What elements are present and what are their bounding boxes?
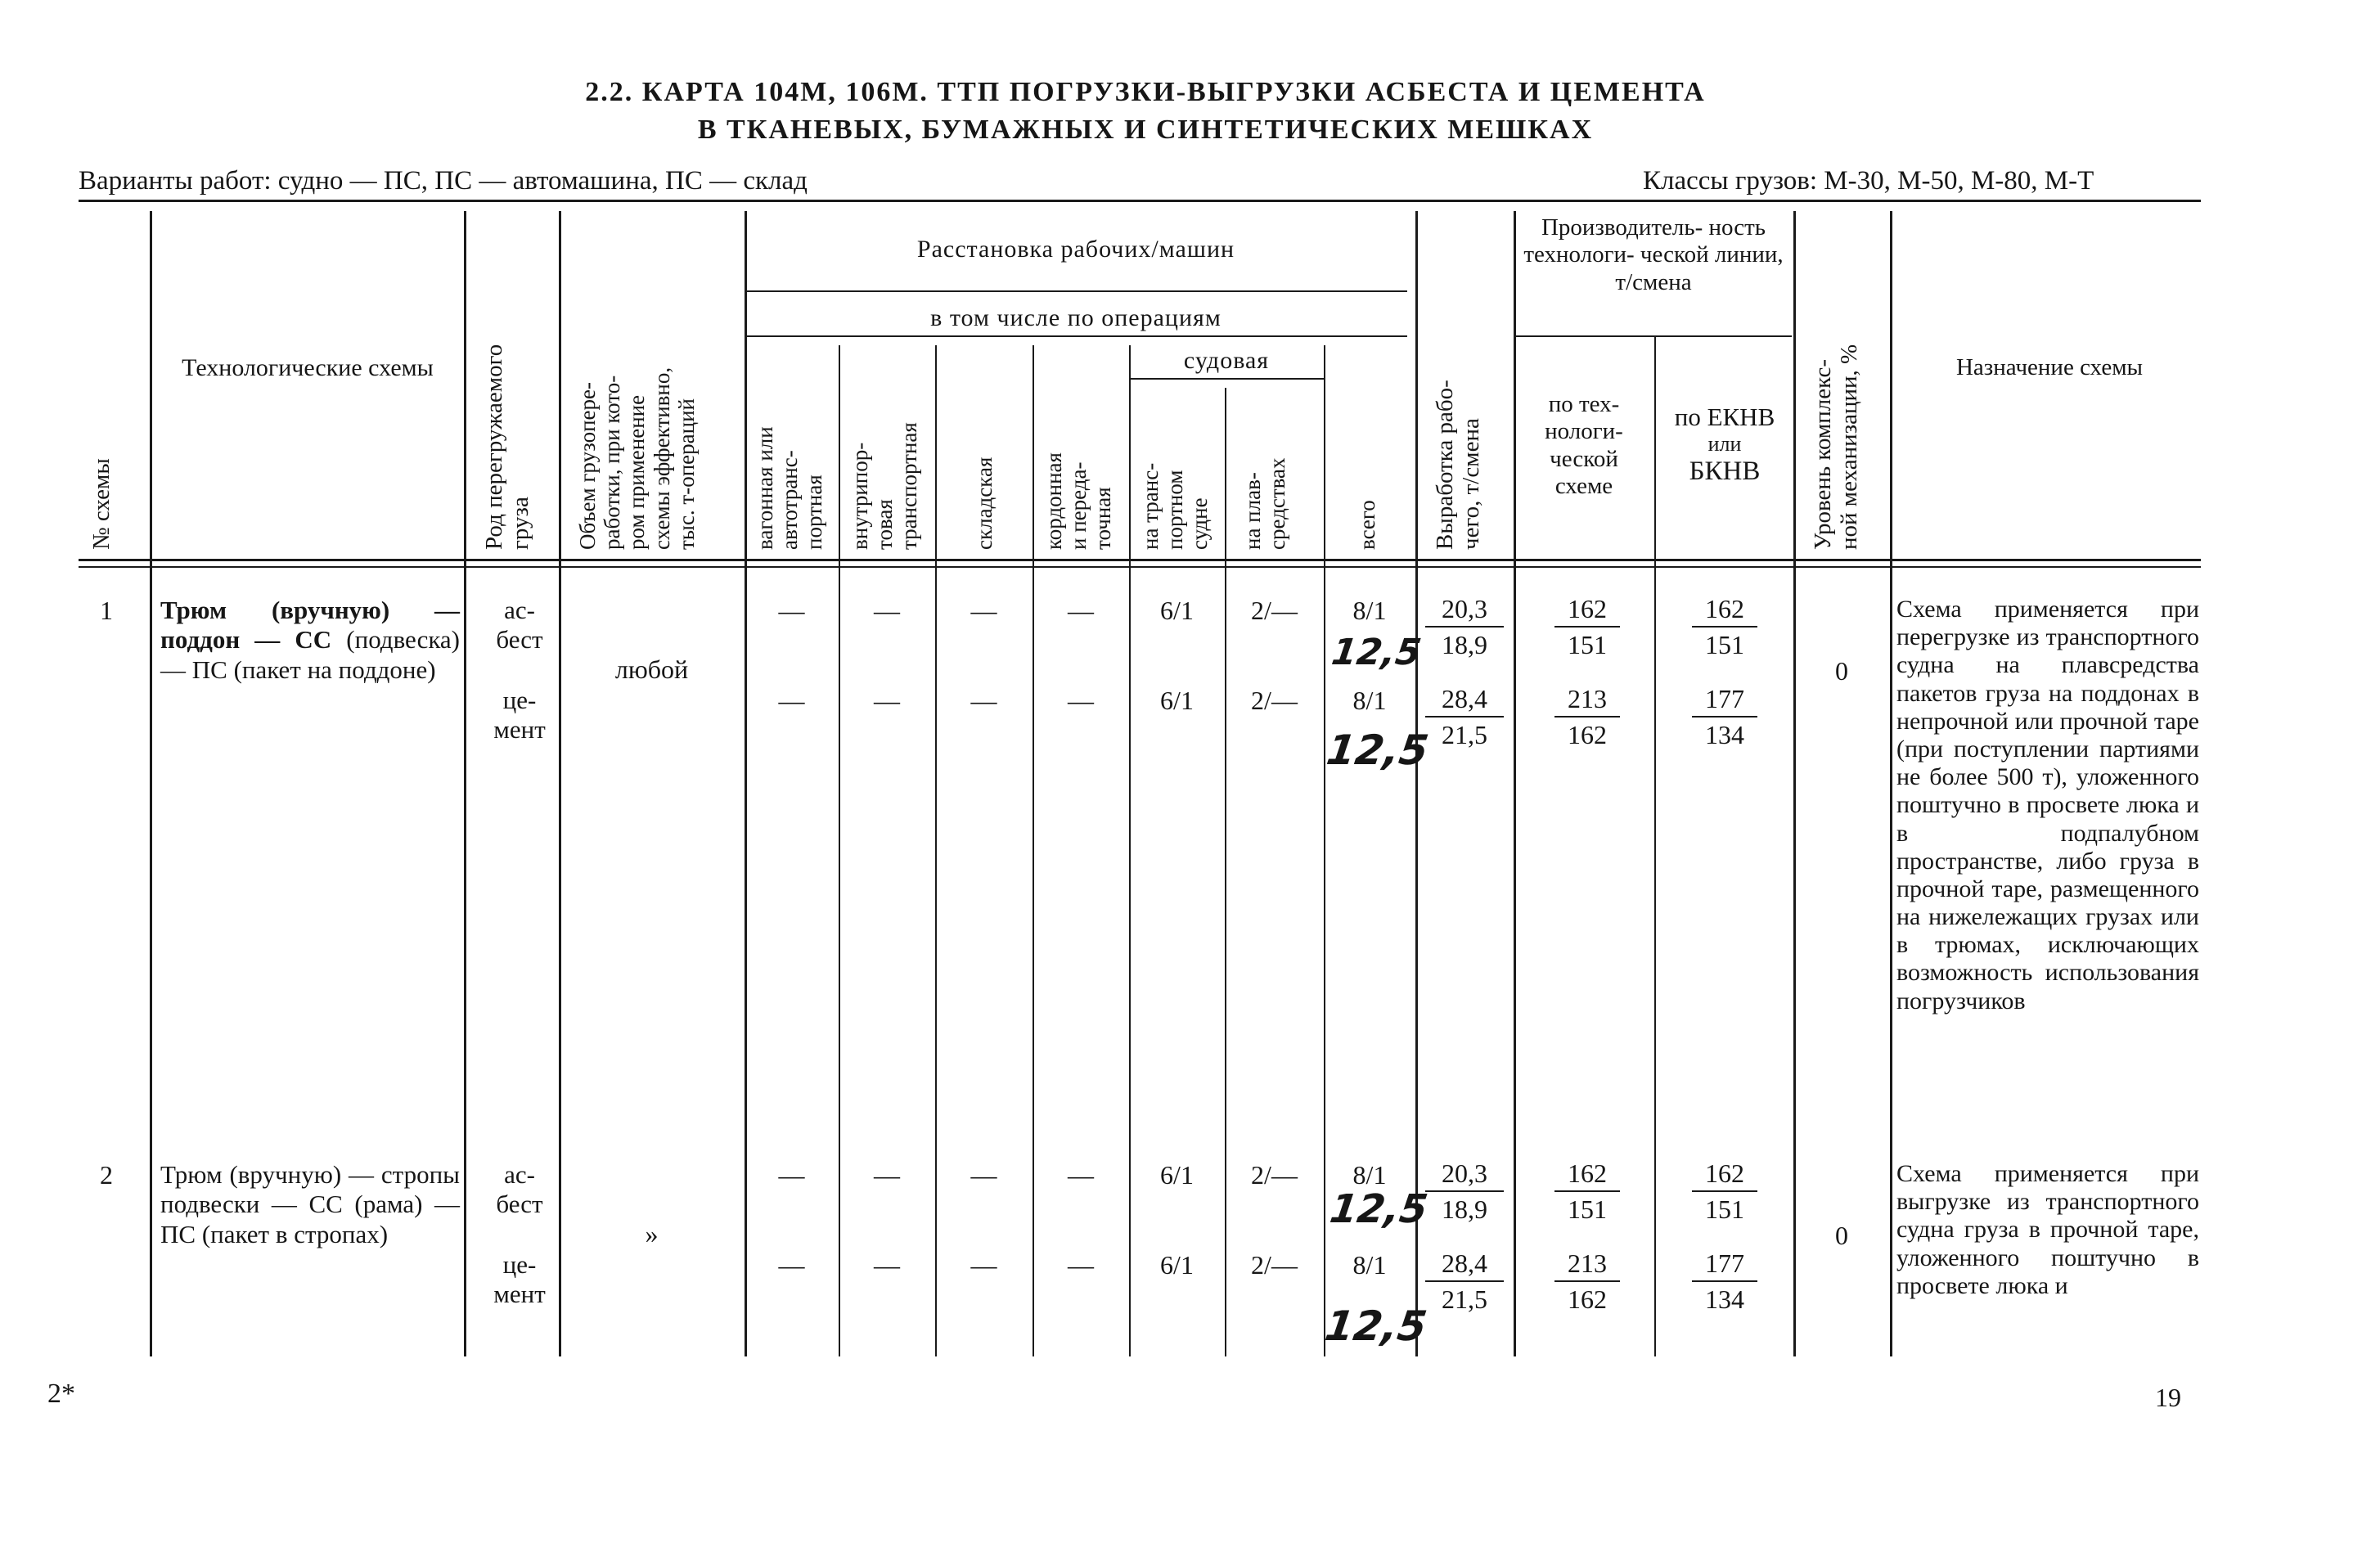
cell-output: 28,4 21,5	[1425, 1250, 1504, 1312]
cell-output: 20,3 18,9	[1425, 1160, 1504, 1222]
cell-intraport: —	[874, 686, 900, 715]
row-purpose: Схема применяется при перегрузке из транспортного судна на плавсредства пакетов груза на поддонах в непрочной или прочной таре (при поступлении партиями не более 500 т), уложенного поштучно в просвете люка и в подпалубном пространстве, либо груза в прочной таре, размещенного на нижележащих грузах или в трюмах, исключающих возможность использования погрузчиков	[1896, 596, 2199, 1014]
cell-productivity-scheme: 162 151	[1554, 1160, 1620, 1222]
cell-wagon: —	[778, 1160, 805, 1190]
header-wagon: вагонная или автотранс- портная	[753, 426, 827, 550]
cell-output: 20,3 18,9	[1425, 596, 1504, 658]
cell-warehouse: —	[970, 686, 997, 715]
cargo-cement: це- мент	[493, 686, 546, 745]
handwritten-note: 12,5	[1323, 727, 1432, 774]
handwritten-note: 12,5	[1329, 632, 1424, 673]
cell-wagon: —	[778, 686, 805, 715]
cargo-asbestos: ас- бест	[496, 596, 543, 655]
cell-productivity-eknv: 177 134	[1692, 686, 1757, 748]
cell-ship-transport: 6/1	[1160, 1250, 1194, 1280]
row-purpose: Схема применяется при выгрузке из транспортного судна груза в прочной таре, уложенного поштучно в просвете люка и	[1896, 1160, 2199, 1299]
cell-ship-float: 2/—	[1251, 686, 1298, 715]
row-volume: »	[645, 1219, 659, 1248]
cell-wagon: —	[778, 596, 805, 625]
header-prod-eknv: по ЕКНВ или БКНВ	[1674, 403, 1775, 486]
row-number: 2	[100, 1160, 113, 1190]
cell-warehouse: —	[970, 1160, 997, 1190]
cell-productivity-scheme: 213 162	[1554, 1250, 1620, 1312]
cell-total: 8/1	[1352, 1250, 1387, 1280]
cell-productivity-scheme: 213 162	[1554, 686, 1620, 748]
cell-ship-float: 2/—	[1251, 1160, 1298, 1190]
cell-mechanization: 0	[1835, 1221, 1848, 1250]
cell-intraport: —	[874, 596, 900, 625]
header-placement: Расстановка рабочих/машин	[916, 236, 1235, 263]
header-mechanization: Уровень комплекс- ной механизации, %	[1810, 344, 1863, 550]
cell-kordon: —	[1068, 596, 1094, 625]
header-ship: судовая	[1183, 347, 1270, 374]
cell-ship-float: 2/—	[1251, 1250, 1298, 1280]
row-volume: любой	[614, 655, 689, 684]
row-scheme: Трюм (вручную) — стропы подвески — СС (рама) — ПС (пакет в стропах)	[160, 1160, 460, 1248]
cell-total: 8/1	[1352, 596, 1387, 625]
cargo-classes: Классы грузов: М-30, М-50, М-80, М-Т	[1643, 166, 2094, 196]
header-total: всего	[1355, 500, 1379, 550]
cargo-cement: це- мент	[493, 1250, 546, 1309]
footer-left-mark: 2*	[47, 1379, 75, 1409]
header-kordon: кордонная и переда- точная	[1042, 452, 1116, 550]
cell-warehouse: —	[970, 596, 997, 625]
header-by-operations: в том числе по операциям	[930, 304, 1221, 331]
cell-total: 8/1	[1352, 1160, 1387, 1190]
header-tech-schemes: Технологические схемы	[182, 354, 434, 381]
cell-total: 8/1	[1352, 686, 1387, 715]
page-number: 19	[2155, 1383, 2181, 1412]
cell-intraport: —	[874, 1250, 900, 1280]
header-purpose: Назначение схемы	[1955, 354, 2144, 380]
header-ship-float: на плав- средствах	[1240, 457, 1290, 550]
handwritten-note: 12,5	[1321, 1302, 1430, 1350]
cell-kordon: —	[1068, 1250, 1094, 1280]
header-productivity: Производитель- ность технологи- ческой линии, т/смена	[1523, 214, 1784, 295]
header-intraport: внутрипор- товая транспортная	[848, 422, 922, 550]
handwritten-note: 12,5	[1327, 1186, 1431, 1232]
cell-mechanization: 0	[1835, 656, 1848, 686]
cell-ship-float: 2/—	[1251, 596, 1298, 625]
header-volume: Объем грузопере- работки, при кото- ром применение схемы эффективно, тыс. т-операций	[575, 367, 699, 550]
cell-kordon: —	[1068, 686, 1094, 715]
cargo-asbestos: ас- бест	[496, 1160, 543, 1219]
header-warehouse: складская	[972, 457, 997, 550]
header-prod-scheme: по тех- нологи- ческой схеме	[1545, 391, 1623, 500]
page-title: 2.2. КАРТА 104М, 106М. ТТП ПОГРУЗКИ-ВЫГРУЗКИ АСБЕСТА И ЦЕМЕНТА	[585, 77, 1706, 107]
row-scheme: Трюм (вручную) — поддон — СС (подвеска) — ПС (пакет на поддоне)	[160, 596, 461, 684]
row-number: 1	[100, 596, 113, 625]
cell-output: 28,4 21,5	[1425, 686, 1504, 748]
cell-intraport: —	[874, 1160, 900, 1190]
header-cargo-type: Род перегружаемого груза	[481, 344, 534, 550]
cell-productivity-eknv: 162 151	[1692, 1160, 1757, 1222]
cell-wagon: —	[778, 1250, 805, 1280]
page-subtitle: В ТКАНЕВЫХ, БУМАЖНЫХ И СИНТЕТИЧЕСКИХ МЕШКАХ	[697, 115, 1594, 145]
header-output: Выработка рабо- чего, т/смена	[1432, 380, 1485, 550]
cell-kordon: —	[1068, 1160, 1094, 1190]
cell-warehouse: —	[970, 1250, 997, 1280]
header-scheme-number: № схемы	[88, 458, 115, 550]
header-ship-transport: на транс- портном судне	[1138, 462, 1212, 550]
cell-productivity-scheme: 162 151	[1554, 596, 1620, 658]
cell-productivity-eknv: 177 134	[1692, 1250, 1757, 1312]
work-variants: Варианты работ: судно — ПС, ПС — автомашина, ПС — склад	[79, 166, 808, 196]
cell-ship-transport: 6/1	[1160, 596, 1194, 625]
cell-ship-transport: 6/1	[1160, 686, 1194, 715]
cell-ship-transport: 6/1	[1160, 1160, 1194, 1190]
cell-productivity-eknv: 162 151	[1692, 596, 1757, 658]
